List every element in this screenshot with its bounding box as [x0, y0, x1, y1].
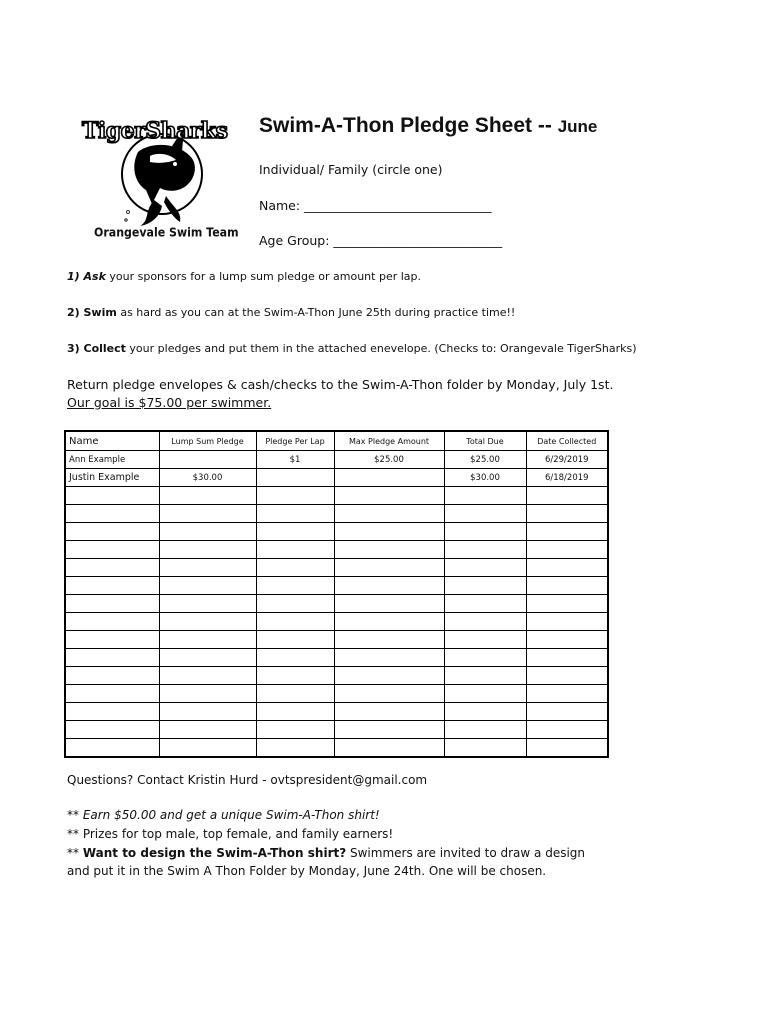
empty-cell	[256, 523, 334, 541]
step-ask	[67, 270, 421, 283]
empty-cell	[444, 613, 526, 631]
questions-contact: Questions? Contact Kristin Hurd - ovtspresident@gmail.com	[67, 773, 428, 787]
empty-cell	[526, 523, 608, 541]
empty-cell	[526, 739, 608, 758]
empty-cell	[159, 631, 256, 649]
header-date-collected: Date Collected	[526, 431, 608, 451]
empty-cell	[334, 649, 444, 667]
empty-cell	[334, 685, 444, 703]
empty-cell	[256, 559, 334, 577]
empty-cell	[526, 487, 608, 505]
table-row-empty	[65, 541, 608, 559]
empty-cell	[444, 523, 526, 541]
empty-cell	[526, 577, 608, 595]
empty-cell	[444, 703, 526, 721]
table-row-empty	[65, 667, 608, 685]
pledge-table	[64, 430, 609, 758]
page-title	[259, 114, 597, 138]
empty-cell	[256, 487, 334, 505]
empty-cell	[65, 523, 159, 541]
empty-cell	[444, 631, 526, 649]
empty-cell	[334, 523, 444, 541]
table-row	[65, 469, 608, 487]
empty-cell	[65, 721, 159, 739]
cell-name: Ann Example	[65, 451, 159, 469]
empty-cell	[256, 595, 334, 613]
empty-cell	[526, 613, 608, 631]
step-ask-bold: 1) Ask	[67, 270, 106, 283]
empty-cell	[65, 631, 159, 649]
empty-cell	[256, 721, 334, 739]
design-rest: Swimmers are invited to draw a design	[346, 846, 586, 860]
table-row-empty	[65, 631, 608, 649]
table-row-empty	[65, 487, 608, 505]
table-row-empty	[65, 613, 608, 631]
design-prefix: **	[67, 846, 83, 860]
empty-cell	[256, 631, 334, 649]
header-total-due: Total Due	[444, 431, 526, 451]
empty-cell	[65, 613, 159, 631]
empty-cell	[65, 667, 159, 685]
step-collect-text: your pledges and put them in the attached enevelope. (Checks to: Orangevale TigerSharks)	[125, 342, 637, 355]
title-text: Swim-A-Thon Pledge Sheet --	[259, 114, 552, 137]
cell-lump-sum	[159, 451, 256, 469]
design-note	[67, 846, 585, 860]
empty-cell	[256, 613, 334, 631]
table-row-empty	[65, 739, 608, 758]
empty-cell	[526, 505, 608, 523]
table-row-empty	[65, 505, 608, 523]
table-row-empty	[65, 595, 608, 613]
empty-cell	[334, 577, 444, 595]
return-note: Return pledge envelopes & cash/checks to the Swim-A-Thon folder by Monday, July 1st.	[67, 377, 614, 392]
empty-cell	[444, 541, 526, 559]
empty-cell	[444, 721, 526, 739]
empty-cell	[65, 649, 159, 667]
empty-cell	[444, 685, 526, 703]
empty-cell	[256, 685, 334, 703]
empty-cell	[159, 523, 256, 541]
cell-per-lap: $1	[256, 451, 334, 469]
prizes-note: ** Prizes for top male, top female, and family earners!	[67, 827, 394, 841]
empty-cell	[65, 559, 159, 577]
empty-cell	[444, 649, 526, 667]
empty-cell	[159, 577, 256, 595]
empty-cell	[444, 487, 526, 505]
empty-cell	[256, 703, 334, 721]
empty-cell	[444, 577, 526, 595]
empty-cell	[65, 685, 159, 703]
table-row-empty	[65, 649, 608, 667]
table-row-empty	[65, 721, 608, 739]
name-field-line: Name: ______________________________	[259, 198, 492, 213]
title-month: June	[557, 117, 598, 136]
empty-cell	[256, 505, 334, 523]
empty-cell	[526, 685, 608, 703]
design-bold: Want to design the Swim-A-Thon shirt?	[82, 846, 347, 860]
empty-cell	[65, 595, 159, 613]
cell-total-due: $30.00	[444, 469, 526, 487]
empty-cell	[159, 685, 256, 703]
empty-cell	[334, 541, 444, 559]
empty-cell	[334, 703, 444, 721]
empty-cell	[334, 667, 444, 685]
header-max-pledge: Max Pledge Amount	[334, 431, 444, 451]
design-note-line2: and put it in the Swim A Thon Folder by Monday, June 24th. One will be chosen.	[67, 864, 547, 878]
empty-cell	[334, 595, 444, 613]
empty-cell	[334, 487, 444, 505]
empty-cell	[159, 595, 256, 613]
empty-cell	[526, 721, 608, 739]
empty-cell	[256, 739, 334, 758]
table-header-row	[65, 431, 608, 451]
age-group-field-line: Age Group: ___________________________	[259, 233, 503, 248]
empty-cell	[334, 721, 444, 739]
step-collect	[67, 342, 637, 355]
earn-note: ** Earn $50.00 and get a unique Swim-A-Thon shirt!	[67, 808, 380, 822]
empty-cell	[334, 631, 444, 649]
empty-cell	[526, 595, 608, 613]
empty-cell	[444, 667, 526, 685]
empty-cell	[159, 505, 256, 523]
table-row-empty	[65, 685, 608, 703]
empty-cell	[65, 505, 159, 523]
cell-max-pledge: $25.00	[334, 451, 444, 469]
empty-cell	[159, 541, 256, 559]
step-collect-bold: 3) Collect	[67, 342, 126, 355]
empty-cell	[159, 703, 256, 721]
table-row-empty	[65, 523, 608, 541]
empty-cell	[159, 613, 256, 631]
logo-brand-text: TigerSharks	[82, 118, 228, 144]
table-row-empty	[65, 703, 608, 721]
empty-cell	[159, 739, 256, 758]
empty-cell	[526, 649, 608, 667]
empty-cell	[256, 667, 334, 685]
empty-cell	[526, 559, 608, 577]
cell-lump-sum: $30.00	[159, 469, 256, 487]
cell-max-pledge	[334, 469, 444, 487]
header-per-lap: Pledge Per Lap	[256, 431, 334, 451]
empty-cell	[444, 595, 526, 613]
cell-date-collected: 6/29/2019	[526, 451, 608, 469]
empty-cell	[65, 739, 159, 758]
empty-cell	[159, 667, 256, 685]
cell-name: Justin Example	[65, 469, 159, 487]
empty-cell	[159, 559, 256, 577]
step-ask-text: your sponsors for a lump sum pledge or amount per lap.	[105, 270, 422, 283]
empty-cell	[159, 487, 256, 505]
empty-cell	[334, 559, 444, 577]
empty-cell	[65, 487, 159, 505]
empty-cell	[65, 577, 159, 595]
tigersharks-logo	[80, 112, 239, 250]
cell-date-collected: 6/18/2019	[526, 469, 608, 487]
step-swim	[67, 306, 515, 319]
header-name: Name	[65, 431, 159, 451]
cell-per-lap	[256, 469, 334, 487]
empty-cell	[444, 739, 526, 758]
empty-cell	[65, 541, 159, 559]
step-swim-bold: 2) Swim	[67, 306, 117, 319]
goal-note: Our goal is $75.00 per swimmer.	[67, 395, 272, 410]
empty-cell	[526, 667, 608, 685]
empty-cell	[256, 577, 334, 595]
empty-cell	[65, 703, 159, 721]
empty-cell	[256, 649, 334, 667]
step-swim-text: as hard as you can at the Swim-A-Thon June 25th during practice time!!	[116, 306, 516, 319]
empty-cell	[444, 505, 526, 523]
individual-family-label: Individual/ Family (circle one)	[259, 162, 443, 177]
empty-cell	[526, 541, 608, 559]
empty-cell	[526, 703, 608, 721]
cell-total-due: $25.00	[444, 451, 526, 469]
empty-cell	[159, 649, 256, 667]
empty-cell	[256, 541, 334, 559]
empty-cell	[334, 613, 444, 631]
empty-cell	[444, 559, 526, 577]
empty-cell	[334, 739, 444, 758]
empty-cell	[526, 631, 608, 649]
logo-team-text: Orangevale Swim Team	[94, 225, 239, 240]
table-row	[65, 451, 608, 469]
header-lump-sum: Lump Sum Pledge	[159, 431, 256, 451]
table-row-empty	[65, 559, 608, 577]
table-row-empty	[65, 577, 608, 595]
empty-cell	[159, 721, 256, 739]
empty-cell	[334, 505, 444, 523]
